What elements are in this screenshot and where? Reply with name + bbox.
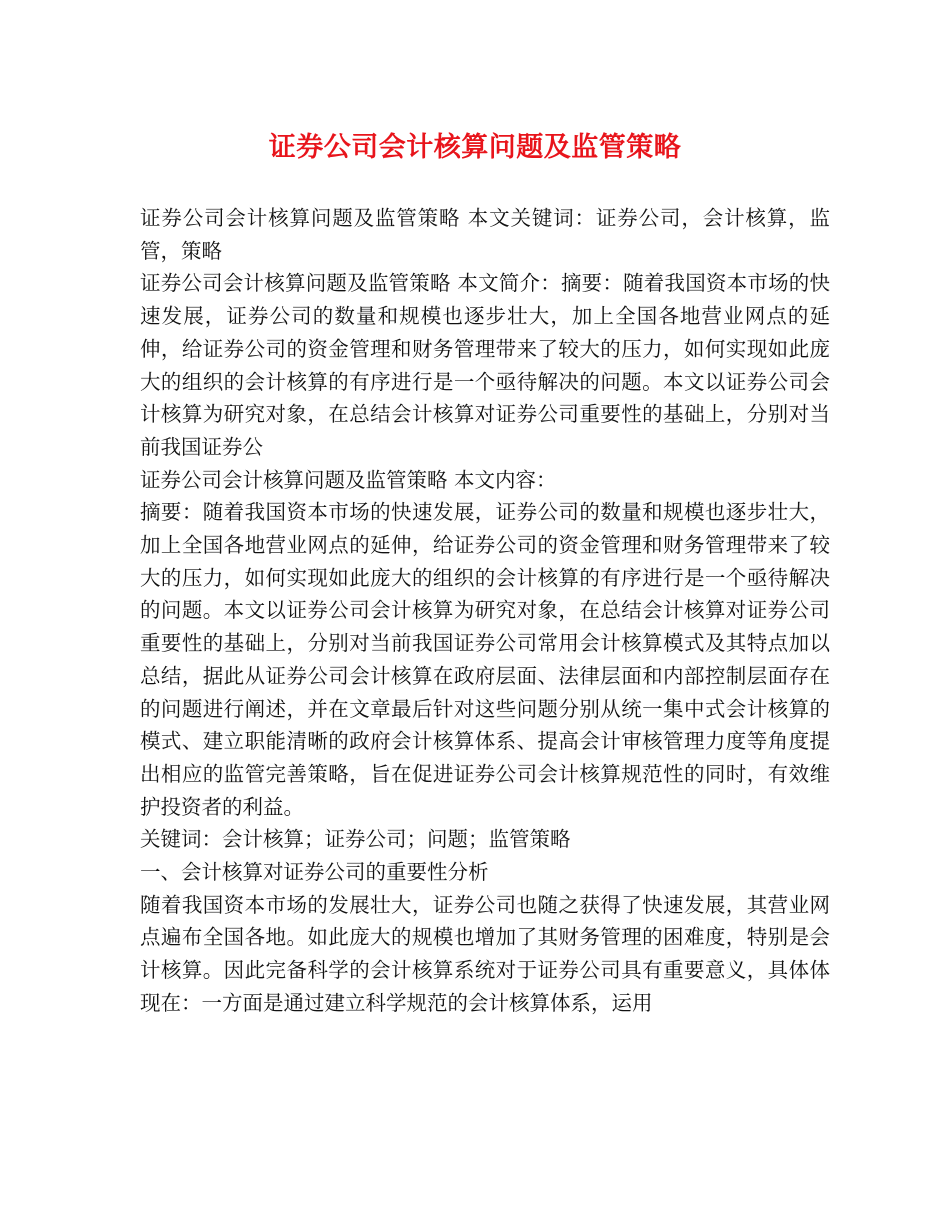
- keywords-intro-paragraph: 证券公司会计核算问题及监管策略 本文关键词：证券公司，会计核算，监管，策略: [140, 206, 830, 263]
- document-body: [140, 202, 830, 1020]
- body-paragraph: 随着我国资本市场的发展壮大，证券公司也随之获得了快速发展，其营业网点遍布全国各地。如此庞大的规模也增加了其财务管理的困难度，特别是会计核算。因此完备科学的会计核算系统对于证券公司具有重要意义，具体体现在：一方面是通过建立科学规范的会计核算体系，运用: [140, 892, 830, 1015]
- abstract-paragraph: 摘要：随着我国资本市场的快速发展，证券公司的数量和规模也逐步壮大，加上全国各地营业网点的延伸，给证券公司的资金管理和财务管理带来了较大的压力，如何实现如此庞大的组织的会计核算的有序进行是一个亟待解决的问题。本文以证券公司会计核算为研究对象，在总结会计核算对证券公司重要性的基础上，分别对当前我国证券公司常用会计核算模式及其特点加以总结，据此从证券公司会计核算在政府层面、法律层面和内部控制层面存在的问题进行阐述，并在文章最后针对这些问题分别从统一集中式会计核算的模式、建立职能清晰的政府会计核算体系、提高会计审核管理力度等角度提出相应的监管完善策略，旨在促进证券公司会计核算规范性的同时，有效维护投资者的利益。: [140, 500, 830, 819]
- content-intro-paragraph: 证券公司会计核算问题及监管策略 本文内容：: [140, 467, 557, 492]
- keywords-paragraph: 关键词：会计核算；证券公司；问题；监管策略: [140, 827, 571, 852]
- section-heading: 一、会计核算对证券公司的重要性分析: [140, 860, 489, 885]
- document-title: 证券公司会计核算问题及监管策略: [268, 132, 682, 163]
- summary-intro-paragraph: 证券公司会计核算问题及监管策略 本文简介：摘要：随着我国资本市场的快速发展，证券公司的数量和规模也逐步壮大，加上全国各地营业网点的延伸，给证券公司的资金管理和财务管理带来了较大的压力，如何实现如此庞大的组织的会计核算的有序进行是一个亟待解决的问题。本文以证券公司会计核算为研究对象，在总结会计核算对证券公司重要性的基础上，分别对当前我国证券公: [140, 271, 830, 459]
